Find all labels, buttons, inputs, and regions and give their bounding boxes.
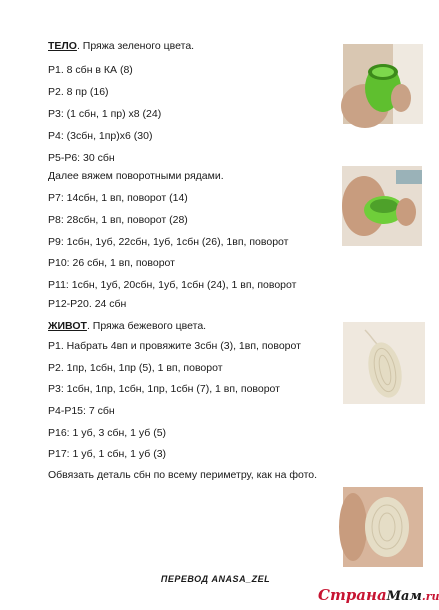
photo-green-folded-image: [342, 166, 422, 246]
photo-green-folded: [342, 166, 422, 246]
pattern-row: Р2. 8 пр (16): [48, 86, 109, 98]
pattern-row: Р11: 1сбн, 1уб, 20сбн, 1уб, 1сбн (24), 1 вп, поворот: [48, 279, 297, 291]
photo-green-cup-image: [343, 44, 423, 124]
photo-beige-in-hand-image: [343, 487, 423, 567]
photo-beige-oval-image: [343, 322, 425, 404]
pattern-row: Р5-Р6: 30 сбн: [48, 152, 115, 164]
pattern-row: Р3: (1 сбн, 1 пр) х8 (24): [48, 108, 162, 120]
watermark-part2: Мам: [386, 589, 422, 604]
photo-beige-oval: [343, 322, 425, 404]
translator-credit: ПЕРЕВОД ANASA_ZEL: [160, 574, 271, 584]
pattern-row: Р4-Р15: 7 сбн: [48, 405, 115, 417]
pattern-row: Р17: 1 уб, 1 сбн, 1 уб (3): [48, 448, 167, 460]
pattern-row: Р3: 1сбн, 1пр, 1сбн, 1пр, 1сбн (7), 1 вп, поворот: [48, 383, 280, 395]
pattern-row: Р16: 1 уб, 3 сбн, 1 уб (5): [48, 427, 167, 439]
section-heading-rest: . Пряжа зеленого цвета.: [76, 40, 195, 52]
pattern-row: Р4: (3сбн, 1пр)х6 (30): [48, 130, 153, 142]
section-heading: ТЕЛО: [48, 40, 77, 52]
pattern-note: Далее вяжем поворотными рядами.: [48, 170, 224, 182]
watermark-suffix: .ru: [421, 590, 439, 603]
section-title-body: [48, 40, 194, 52]
photo-beige-in-hand: [343, 487, 423, 567]
section-heading-rest: . Пряжа бежевого цвета.: [86, 320, 207, 332]
pattern-row: Р2. 1пр, 1сбн, 1пр (5), 1 вп, поворот: [48, 362, 223, 374]
pattern-row: Р10: 26 сбн, 1 вп, поворот: [48, 257, 175, 269]
pattern-row: Р8: 28сбн, 1 вп, поворот (28): [48, 214, 188, 226]
pattern-row: Р7: 14сбн, 1 вп, поворот (14): [48, 192, 188, 204]
pattern-row: Р12-Р20. 24 сбн: [48, 298, 127, 310]
section-title-belly: [48, 320, 206, 332]
pattern-row: Р1. 8 сбн в КА (8): [48, 64, 133, 76]
pattern-row: Р1. Набрать 4вп и провяжите 3сбн (3), 1вп, поворот: [48, 340, 301, 352]
site-watermark: [318, 586, 439, 604]
section-heading: ЖИВОТ: [48, 320, 87, 332]
pattern-note: Обвязать деталь сбн по всему периметру, как на фото.: [48, 469, 318, 481]
photo-green-cup: [343, 44, 423, 124]
watermark-part1: Страна: [318, 586, 387, 604]
pattern-row: Р9: 1сбн, 1уб, 22сбн, 1уб, 1сбн (26), 1вп, поворот: [48, 236, 289, 248]
